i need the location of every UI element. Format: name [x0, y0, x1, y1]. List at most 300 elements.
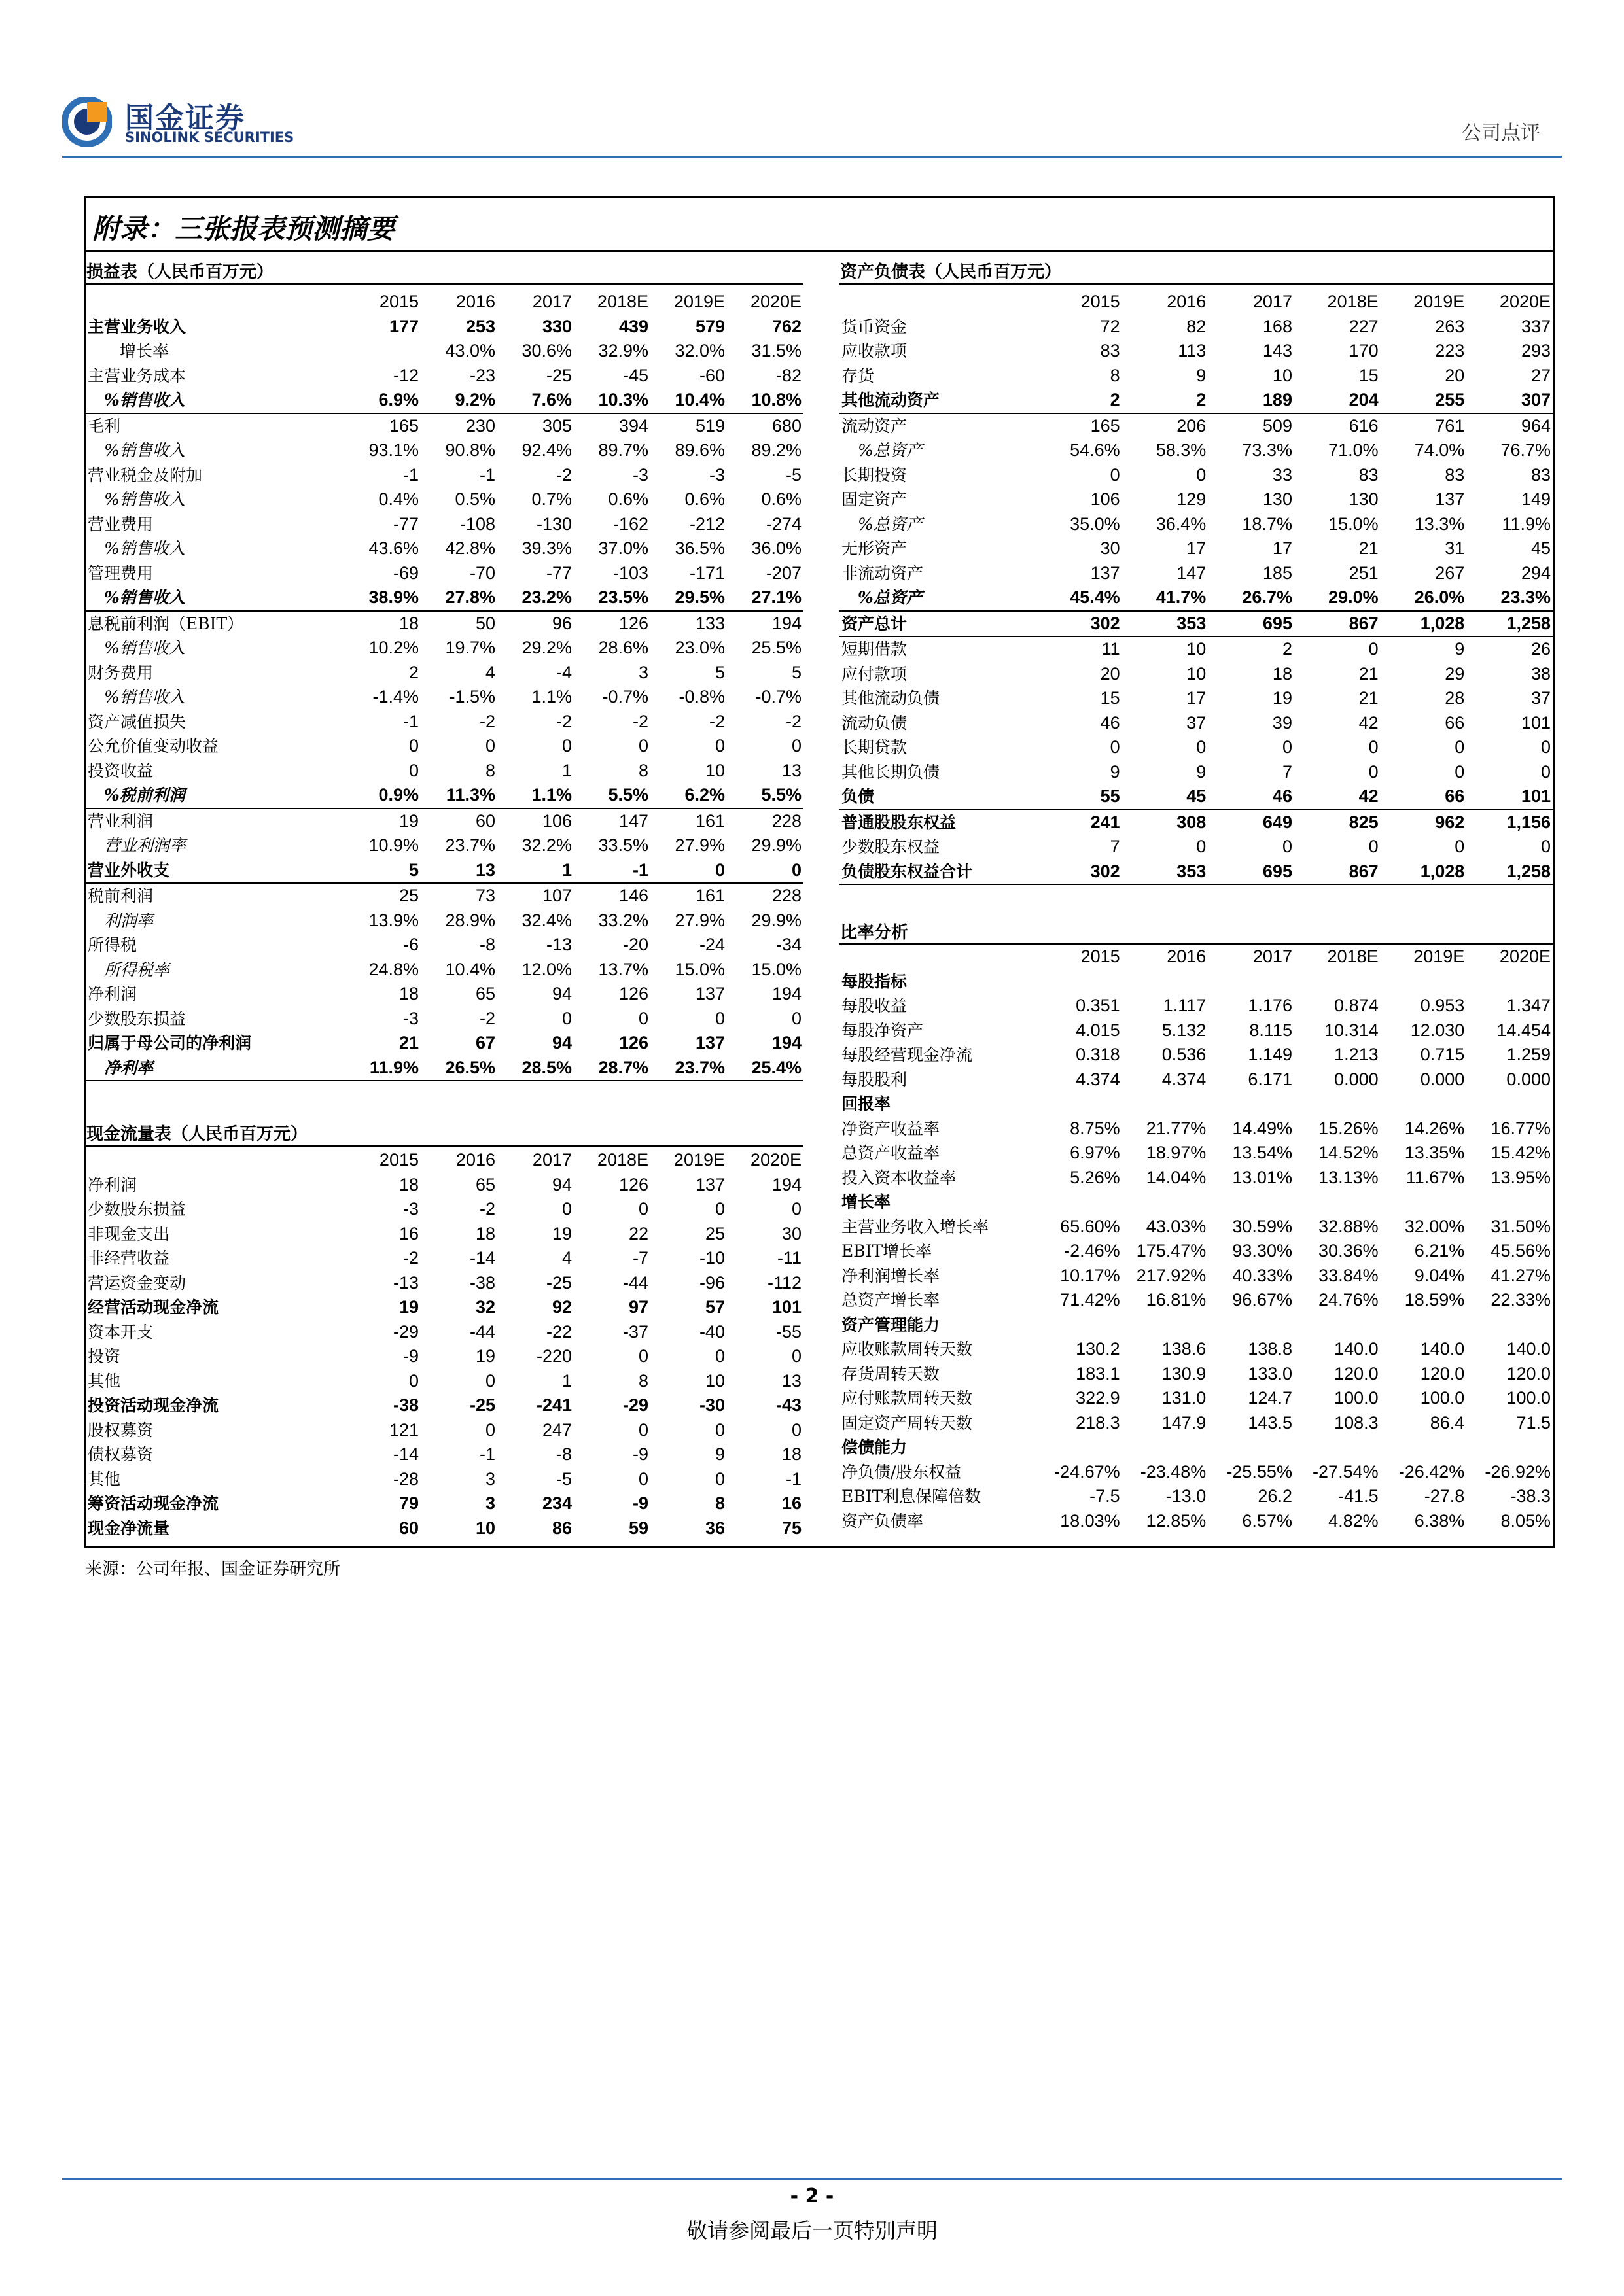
table-row — [839, 1386, 1553, 1411]
row-value: -27.54% — [1313, 1461, 1379, 1482]
row-value: 0 — [485, 1370, 495, 1391]
table-row — [839, 1337, 1553, 1362]
row-value — [1294, 1435, 1381, 1460]
row-value: -55 — [775, 1321, 802, 1342]
row-value: 65 — [475, 984, 495, 1003]
row-value — [1036, 1190, 1122, 1215]
row-value: -13 — [393, 1272, 419, 1293]
table-row — [839, 1484, 1553, 1509]
row-value: 133.0 — [1248, 1363, 1292, 1383]
row-value: -43 — [775, 1395, 802, 1415]
cashflow-statement-table — [86, 1148, 803, 1540]
row-value: 23.0% — [675, 638, 725, 657]
row-value: 11.9% — [344, 1056, 421, 1081]
row-value: 21 — [398, 1033, 419, 1052]
year-header-cell: 2015 — [1080, 947, 1120, 966]
row-value: 93.30% — [1232, 1241, 1292, 1261]
row-value: 16.77% — [1491, 1118, 1551, 1138]
table-row — [839, 1313, 1553, 1338]
row-value: 330 — [542, 316, 572, 336]
row-value: 4 — [485, 662, 495, 682]
row-value: 0 — [1540, 837, 1551, 856]
row-label: 短期借款 — [841, 640, 908, 659]
table-row — [86, 1271, 803, 1296]
row-value — [1208, 969, 1294, 994]
table-row — [839, 1043, 1553, 1068]
row-value — [1381, 1092, 1467, 1117]
row-value: 0 — [1455, 761, 1465, 782]
row-value: 9.04% — [1414, 1265, 1465, 1285]
table-row — [839, 1362, 1553, 1387]
row-value — [1294, 1190, 1381, 1215]
row-value: 13 — [781, 760, 802, 780]
row-value: 8 — [638, 1370, 648, 1391]
row-value: 33.84% — [1318, 1265, 1379, 1285]
table-row — [839, 1509, 1553, 1534]
row-label: 非现金支出 — [88, 1224, 170, 1244]
row-value: 21.77% — [1146, 1118, 1207, 1138]
row-value: -29 — [622, 1395, 648, 1415]
row-label: %总资产 — [858, 441, 923, 460]
year-header-cell: 2017 — [1252, 947, 1292, 966]
row-value: 74.0% — [1414, 440, 1465, 460]
row-value: 23.3% — [1466, 585, 1553, 611]
row-label: 应收账款周转天数 — [841, 1340, 973, 1359]
table-row — [86, 364, 803, 389]
row-value: 146 — [618, 886, 648, 905]
row-value: 131.0 — [1161, 1388, 1207, 1408]
row-value: 29.9% — [751, 910, 802, 930]
row-value: 113 — [1178, 341, 1207, 360]
row-value — [1294, 969, 1381, 994]
row-value: 29 — [1445, 663, 1465, 684]
row-value: 32.0% — [675, 341, 725, 360]
table-row — [86, 636, 803, 661]
table-row — [839, 611, 1553, 637]
row-label: 偿债能力 — [841, 1438, 908, 1457]
row-label: 增长率 — [841, 1192, 891, 1211]
row-value: -82 — [775, 365, 802, 385]
row-label: 其他 — [88, 1469, 121, 1489]
year-header-cell: 2018E — [597, 292, 648, 311]
year-header-cell: 2017 — [1252, 292, 1292, 311]
row-value: -69 — [393, 563, 419, 583]
source-note: 来源：公司年报、国金证券研究所 — [85, 1559, 341, 1579]
page-number: - 2 - — [790, 2185, 834, 2208]
row-value: -38 — [393, 1395, 419, 1415]
row-value: 353 — [1122, 860, 1209, 885]
row-value: 0.6% — [608, 489, 648, 509]
row-value: 0 — [791, 1199, 802, 1219]
row-label: 归属于母公司的净利润 — [88, 1034, 252, 1052]
row-value: 24.8% — [368, 959, 419, 979]
row-value: 38.9% — [344, 585, 421, 611]
table-row — [839, 810, 1553, 835]
table-row — [86, 585, 803, 611]
row-value: 509 — [1262, 415, 1292, 436]
row-value: 0 — [727, 858, 803, 884]
row-value: 10 — [1186, 663, 1207, 684]
row-value: -9 — [632, 1444, 648, 1464]
row-label: 负债股东权益合计 — [839, 860, 1036, 885]
row-value: 30.59% — [1232, 1216, 1292, 1236]
row-value: -112 — [767, 1272, 802, 1293]
row-value: -2 — [632, 711, 648, 731]
row-value: 2 — [408, 662, 419, 682]
header-blank-cell — [839, 290, 1036, 315]
row-value — [344, 339, 421, 364]
row-label: %销售收入 — [104, 490, 185, 509]
row-value: -8 — [556, 1444, 572, 1464]
row-value: 13.35% — [1404, 1143, 1465, 1162]
row-value: 120.0 — [1506, 1363, 1551, 1383]
table-row — [839, 1411, 1553, 1436]
row-value: 0 — [408, 760, 419, 780]
year-header-cell: 2018E — [597, 1150, 648, 1170]
row-value: 218.3 — [1076, 1412, 1120, 1433]
row-label: 少数股东权益 — [841, 837, 940, 856]
row-value — [1381, 1313, 1467, 1338]
row-value: 302 — [1036, 860, 1122, 885]
row-value: 19 — [475, 1346, 495, 1366]
row-value: 18.03% — [1060, 1510, 1120, 1531]
row-value: 32.88% — [1318, 1216, 1379, 1236]
row-value: 60 — [398, 1518, 419, 1538]
row-label: 营业税金及附加 — [88, 465, 203, 485]
table-row — [839, 662, 1553, 687]
row-value: 17 — [1186, 538, 1207, 558]
row-value: 45 — [1530, 538, 1551, 558]
year-header-cell: 2019E — [1413, 292, 1465, 311]
table-row — [86, 438, 803, 463]
footer-divider — [62, 2178, 1562, 2180]
row-value: -1 — [402, 711, 419, 731]
row-value: -130 — [536, 513, 572, 534]
table-row — [86, 1295, 803, 1320]
row-value: 9 — [1196, 365, 1207, 385]
table-row — [86, 909, 803, 933]
row-value: -2 — [402, 1248, 419, 1268]
row-value: -25 — [469, 1395, 495, 1415]
row-value: 120.0 — [1334, 1363, 1379, 1383]
table-row — [86, 685, 803, 710]
row-value: 43.03% — [1146, 1216, 1207, 1236]
row-label: 负债 — [839, 784, 1036, 810]
row-value: 101 — [1521, 712, 1551, 733]
logo-chinese-name: 国金证券 — [125, 101, 245, 135]
row-value: -30 — [699, 1395, 725, 1415]
row-value: -28 — [393, 1469, 419, 1489]
row-value: 30.6% — [521, 341, 572, 360]
row-value: 4.015 — [1076, 1020, 1120, 1040]
row-value: -34 — [775, 935, 802, 954]
row-value: 18 — [781, 1444, 802, 1464]
row-value: 41.7% — [1122, 585, 1209, 611]
table-row — [839, 463, 1553, 488]
row-value — [1122, 969, 1209, 994]
row-value: -2 — [479, 711, 495, 731]
table-row — [86, 783, 803, 809]
row-value: 31.5% — [751, 341, 802, 360]
row-value: 1.117 — [1163, 996, 1207, 1015]
table-row — [86, 315, 803, 339]
row-value: 10 — [1186, 639, 1207, 659]
row-value: 15.42% — [1491, 1143, 1551, 1162]
row-value: 5.5% — [727, 783, 803, 809]
cashflow-title-rule — [86, 1145, 803, 1147]
row-value: 27 — [1530, 365, 1551, 385]
row-value: 6.21% — [1414, 1241, 1465, 1261]
row-value: -162 — [612, 513, 648, 534]
row-value: 83 — [1100, 341, 1120, 360]
row-value: -0.7% — [755, 687, 802, 706]
row-value: 1.1% — [531, 687, 572, 706]
row-value: 0.953 — [1420, 996, 1465, 1015]
row-value: 65.60% — [1060, 1216, 1120, 1236]
row-value: -14 — [393, 1444, 419, 1464]
row-value: 100.0 — [1420, 1388, 1465, 1408]
table-row — [839, 1092, 1553, 1117]
row-value: 15.0% — [1328, 513, 1379, 534]
row-value: -38 — [469, 1272, 495, 1293]
row-value: 100.0 — [1334, 1388, 1379, 1408]
row-value: 0 — [638, 1346, 648, 1366]
row-value: 322.9 — [1076, 1388, 1120, 1408]
row-value: 1 — [561, 760, 572, 780]
table-row — [86, 1393, 803, 1418]
row-label: 投资 — [88, 1347, 121, 1366]
row-value: 0 — [715, 1346, 725, 1366]
row-value: -212 — [689, 513, 725, 534]
row-label: 净利率 — [86, 1056, 344, 1081]
row-value: 0 — [1368, 639, 1379, 659]
row-value: 45.4% — [1036, 585, 1122, 611]
row-value: 94 — [552, 1033, 572, 1052]
row-value: 161 — [695, 886, 725, 905]
row-value: 579 — [695, 316, 725, 336]
row-value: 21 — [1358, 688, 1379, 708]
row-value: 1.213 — [1334, 1045, 1379, 1064]
row-value: 6.38% — [1414, 1510, 1465, 1531]
row-value: 6.9% — [344, 388, 421, 413]
income-statement-table — [86, 290, 803, 1081]
row-label: %销售收入 — [104, 441, 185, 460]
row-value: 20 — [1100, 663, 1120, 684]
row-value: 1,156 — [1506, 812, 1551, 832]
table-row — [86, 1197, 803, 1222]
row-value: 124.7 — [1248, 1388, 1292, 1408]
row-value: 16.81% — [1146, 1290, 1207, 1310]
row-value: 22 — [628, 1223, 648, 1244]
row-value: 6.171 — [1248, 1069, 1292, 1089]
year-header-cell: 2020E — [750, 1150, 802, 1170]
row-value: 0.536 — [1161, 1045, 1207, 1064]
row-value: 10 — [475, 1518, 495, 1538]
row-value: 67 — [475, 1033, 495, 1052]
row-value: -13 — [546, 935, 572, 954]
row-value: 5.26% — [1070, 1167, 1120, 1187]
income-title-rule — [86, 283, 803, 285]
row-value: 32 — [475, 1297, 495, 1317]
row-value: 25.5% — [751, 638, 802, 657]
row-value: 28 — [1445, 688, 1465, 708]
table-row — [839, 585, 1553, 611]
row-value: 302 — [1036, 611, 1122, 637]
row-value: 23.7% — [650, 1056, 727, 1081]
row-value: 0 — [485, 736, 495, 756]
row-value: 55 — [1036, 784, 1122, 810]
row-value: 13.13% — [1318, 1167, 1379, 1187]
row-value: 177 — [389, 316, 419, 336]
row-label: 营运资金变动 — [88, 1273, 186, 1293]
row-value: 8.115 — [1249, 1020, 1292, 1040]
row-label: 营业利润 — [88, 811, 154, 831]
row-value: 130.9 — [1161, 1363, 1207, 1383]
table-row — [839, 1190, 1553, 1215]
row-value: 394 — [618, 415, 648, 436]
ratio-analysis-title: 比率分析 — [840, 923, 909, 943]
row-label: 资产减值损失 — [88, 712, 186, 731]
row-value — [1036, 1435, 1122, 1460]
row-value: 228 — [771, 886, 802, 905]
row-value: 42 — [1294, 784, 1381, 810]
row-value: 137 — [695, 1033, 725, 1052]
row-label: 净利润 — [88, 1175, 137, 1194]
row-value: 23.2% — [497, 585, 574, 611]
row-value: 18 — [1272, 663, 1292, 684]
table-row — [839, 487, 1553, 512]
row-label: %销售收入 — [86, 585, 344, 611]
row-label: 流动负债 — [841, 713, 908, 733]
table-row — [86, 1320, 803, 1345]
row-value: -2.46% — [1064, 1241, 1120, 1261]
row-value: 71.5 — [1516, 1412, 1551, 1433]
row-label: 其他流动负债 — [841, 689, 940, 708]
header-blank-cell — [86, 290, 344, 315]
year-header-cell: 2018E — [1327, 292, 1379, 311]
row-value: 337 — [1521, 316, 1551, 336]
table-row — [839, 784, 1553, 810]
table-row — [839, 1215, 1553, 1240]
row-value: 27.1% — [727, 585, 803, 611]
row-label: 增长率 — [120, 341, 169, 360]
row-value: 964 — [1521, 415, 1551, 436]
row-value: 29.2% — [521, 638, 572, 657]
row-value: -8 — [479, 935, 495, 954]
row-value: -12 — [393, 365, 419, 385]
row-value: 6.2% — [650, 783, 727, 809]
row-value: 59 — [628, 1518, 648, 1538]
row-value: 140.0 — [1506, 1339, 1551, 1359]
row-value: 3 — [638, 662, 648, 682]
header-divider — [62, 156, 1562, 158]
row-value: -9 — [402, 1346, 419, 1366]
row-value: 13.3% — [1414, 513, 1465, 534]
table-row — [86, 1369, 803, 1394]
row-value: 28.5% — [497, 1056, 574, 1081]
row-value: 14.454 — [1496, 1020, 1551, 1040]
row-value: 8 — [1110, 365, 1120, 385]
row-value: 253 — [465, 316, 495, 336]
row-value: -24 — [699, 935, 725, 954]
row-value: 761 — [1435, 415, 1465, 436]
row-value: 46 — [1208, 784, 1294, 810]
row-value: 0 — [650, 858, 727, 884]
table-row — [86, 1442, 803, 1467]
table-row — [86, 339, 803, 364]
row-value: 0.874 — [1334, 996, 1379, 1015]
table-row — [86, 512, 803, 537]
row-value: -22 — [546, 1321, 572, 1342]
table-row — [86, 1418, 803, 1443]
row-label: 长期贷款 — [841, 738, 908, 757]
row-value: 4.82% — [1328, 1510, 1379, 1531]
row-value: 0 — [408, 1370, 419, 1391]
row-value: 13 — [781, 1370, 802, 1391]
row-label: 股权募资 — [88, 1420, 154, 1440]
row-value: 40.33% — [1232, 1265, 1292, 1285]
row-value: 138.6 — [1161, 1339, 1207, 1359]
row-label: 营业外收支 — [86, 858, 344, 884]
row-value: -241 — [536, 1395, 572, 1415]
row-value: 308 — [1176, 812, 1207, 832]
row-value: 0 — [1196, 464, 1207, 485]
row-value: 0.6% — [684, 489, 725, 509]
row-value: 32.4% — [521, 910, 572, 930]
row-value: 5 — [344, 858, 421, 884]
row-label: 经营活动现金净流 — [88, 1298, 219, 1317]
row-value: 79 — [398, 1493, 419, 1513]
row-label: 长期投资 — [841, 465, 908, 485]
row-value: 106 — [1090, 489, 1120, 509]
row-value: -41.5 — [1338, 1486, 1379, 1506]
row-value: 76.7% — [1500, 440, 1551, 460]
row-value: 107 — [542, 886, 572, 905]
row-label: 投资收益 — [88, 761, 154, 780]
table-row — [86, 982, 803, 1007]
row-value: 0 — [638, 736, 648, 756]
row-label: 固定资产周转天数 — [841, 1413, 973, 1433]
row-value: 24.76% — [1318, 1290, 1379, 1310]
row-label: 税前利润 — [88, 886, 154, 905]
row-value: 185 — [1262, 563, 1292, 583]
row-value: -24.67% — [1054, 1461, 1120, 1482]
row-label: 总资产收益率 — [841, 1143, 940, 1162]
row-value — [1466, 969, 1553, 994]
row-value: 7 — [1282, 761, 1292, 782]
row-value — [1381, 1190, 1467, 1215]
row-value: 0 — [1540, 737, 1551, 757]
sinolink-logo-icon — [62, 97, 112, 147]
row-value: 10.4% — [445, 959, 495, 979]
row-value: 14.26% — [1404, 1118, 1465, 1138]
row-value: -37 — [622, 1321, 648, 1342]
row-value: 194 — [771, 1033, 802, 1052]
table-row — [86, 611, 803, 636]
row-value: 11.3% — [421, 783, 497, 809]
row-value: -207 — [766, 563, 802, 583]
row-label: 息税前利润（EBIT） — [88, 614, 244, 633]
row-value: 66 — [1381, 784, 1467, 810]
row-value: -1 — [402, 464, 419, 485]
row-value: 29.9% — [751, 835, 802, 855]
row-value: -25.55% — [1226, 1461, 1292, 1482]
table-row — [86, 1344, 803, 1369]
row-value: 16 — [398, 1223, 419, 1244]
row-value: 86 — [552, 1518, 572, 1538]
row-label: 投入资本收益率 — [841, 1168, 957, 1187]
row-value: 0 — [1455, 837, 1465, 856]
